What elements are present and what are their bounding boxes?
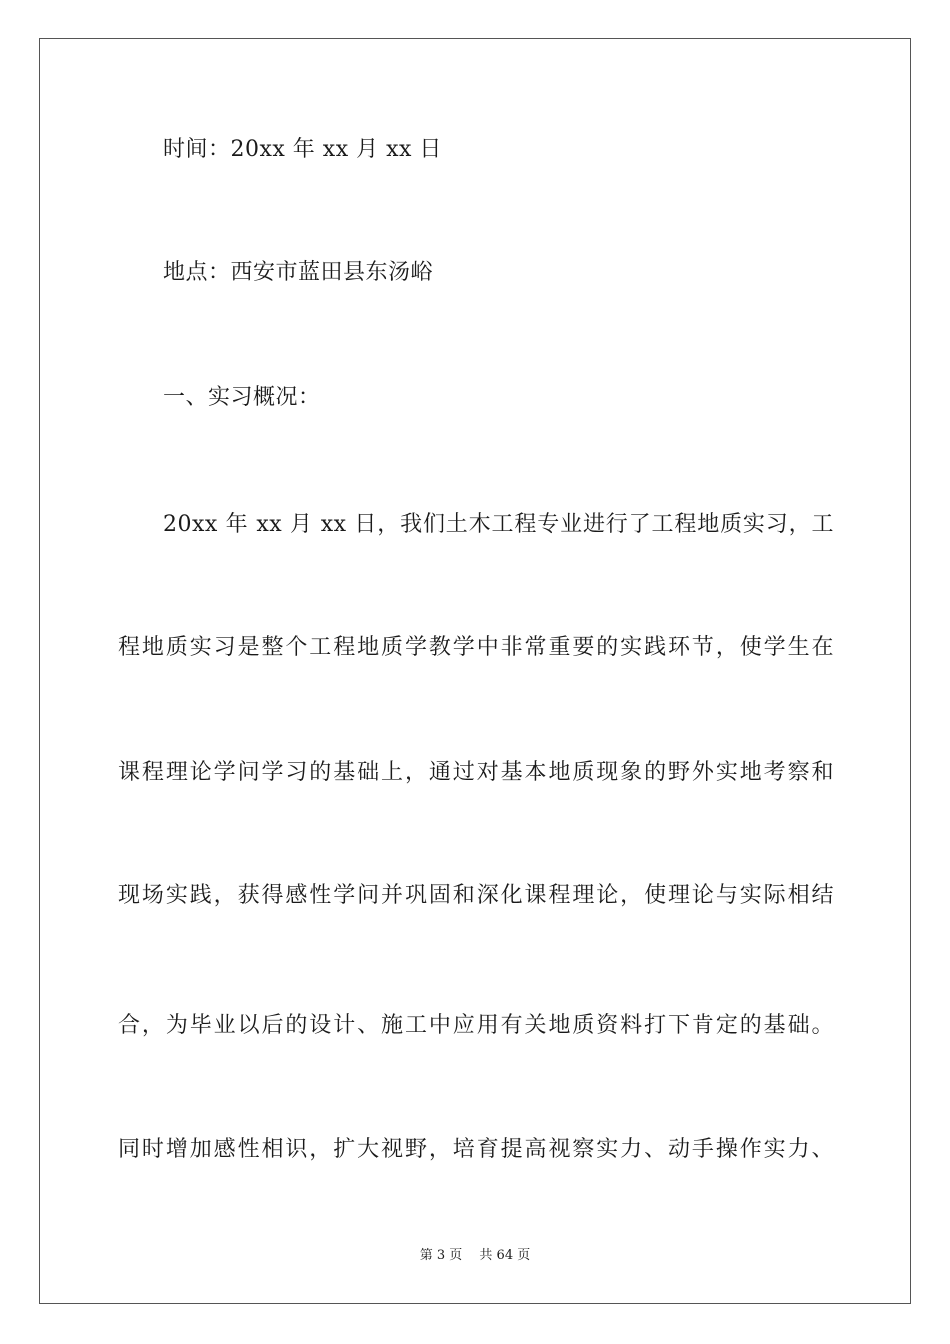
paragraph-line: 程地质实习是整个工程地质学教学中非常重要的实践环节，使学生在 (118, 635, 834, 660)
section-heading: 一、实习概况： (163, 385, 321, 410)
page-frame (39, 38, 911, 1304)
paragraph-line: 20xx 年 xx 月 xx 日，我们土木工程专业进行了工程地质实习，工 (163, 512, 834, 537)
paragraph-line: 课程理论学问学习的基础上，通过对基本地质现象的野外实地考察和 (118, 760, 834, 785)
paragraph-line: 合，为毕业以后的设计、施工中应用有关地质资料打下肯定的基础。 (118, 1013, 834, 1038)
page-number-footer: 第 3 页 共 64 页 (419, 1248, 531, 1263)
paragraph-line: 同时增加感性相识，扩大视野，培育提高视察实力、动手操作实力、 (118, 1137, 834, 1162)
time-line: 时间：20xx 年 xx 月 xx 日 (163, 137, 442, 162)
location-line: 地点：西安市蓝田县东汤峪 (163, 260, 434, 285)
paragraph-line: 现场实践，获得感性学问并巩固和深化课程理论，使理论与实际相结 (118, 883, 834, 908)
